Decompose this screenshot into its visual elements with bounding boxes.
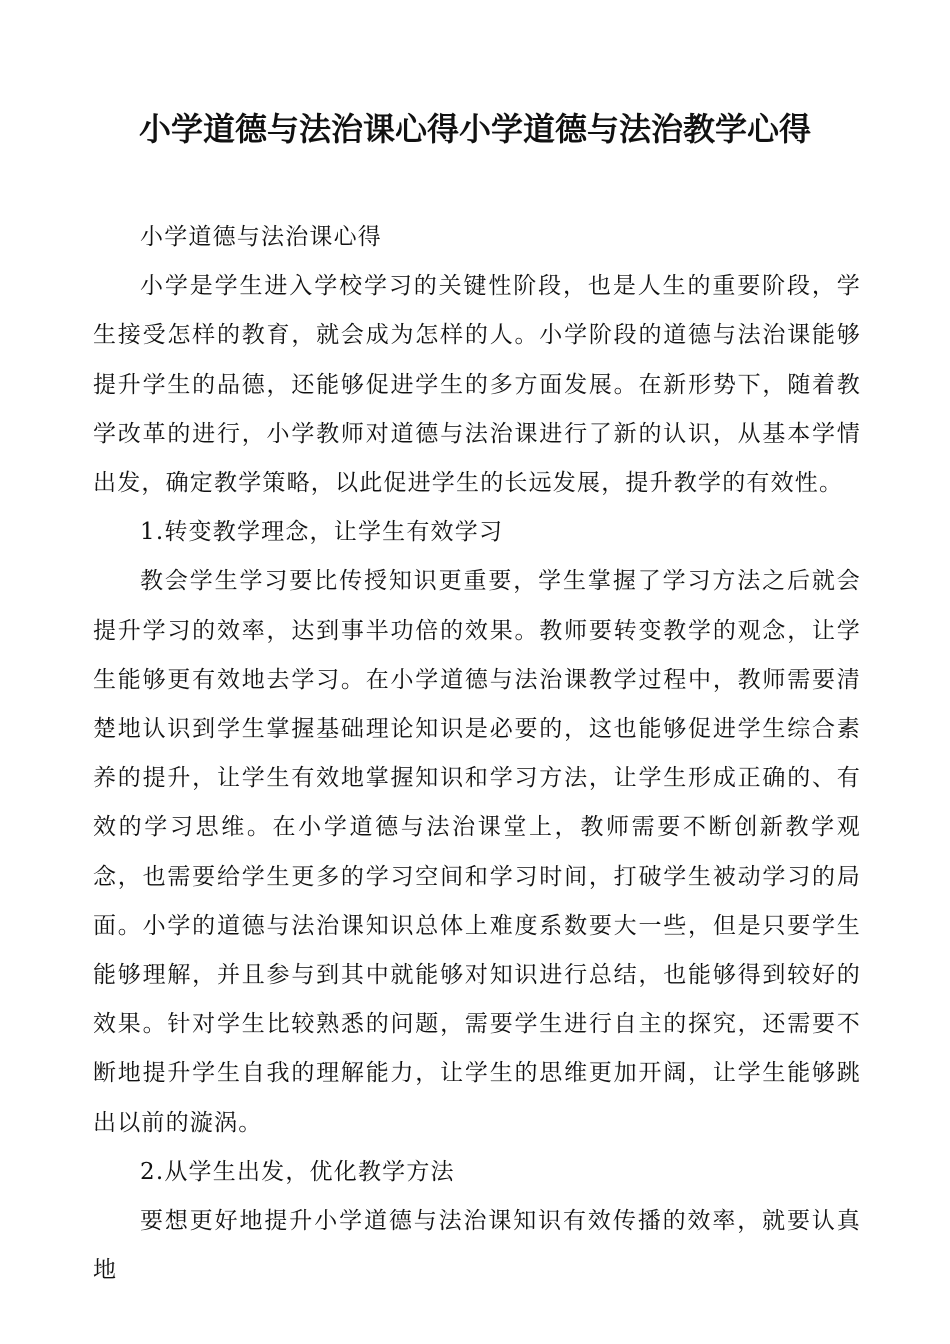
- document-subtitle: 小学道德与法治课心得: [140, 224, 382, 250]
- document-title: 小学道德与法治课心得小学道德与法治教学心得: [138, 110, 811, 148]
- paragraph-section-1: 教会学生学习要比传授知识更重要，学生掌握了学习方法之后就会提升学习的效率，达到事半功倍的效果。教师要转变教学的观念，让学生能够更有效地去学习。在小学道德与法治课教学过程中，教师需要清楚地认识到学生掌握基础理论知识是必要的，这也能够促进学生综合素养的提升，让学生有效地掌握知识和学习方法，让学生形成正确的、有效的学习思维。在小学道德与法治课堂上，教师需要不断创新教学观念，也需要给学生更多的学习空间和学习时间，打破学生被动学习的局面。小学的道德与法治课知识总体上难度系数要大一些，但是只要学生能够理解，并且参与到其中就能够对知识进行总结，也能够得到较好的效果。针对学生比较熟悉的问题，需要学生进行自主的探究，还需要不断地提升学生自我的理解能力，让学生的思维更加开阔，让学生能够跳出以前的漩涡。: [93, 568, 861, 1136]
- document-body: [93, 213, 861, 1295]
- paragraph-intro: 小学是学生进入学校学习的关键性阶段，也是人生的重要阶段，学生接受怎样的教育，就会成为怎样的人。小学阶段的道德与法治课能够提升学生的品德，还能够促进学生的多方面发展。在新形势下，随着教学改革的进行，小学教师对道德与法治课进行了新的认识，从基本学情出发，确定教学策略，以此促进学生的长远发展，提升教学的有效性。: [93, 273, 861, 497]
- paragraph-section-2: 要想更好地提升小学道德与法治课知识有效传播的效率，就要认真地: [93, 1208, 861, 1284]
- section-heading-1: 1.转变教学理念，让学生有效学习: [140, 519, 504, 546]
- section-heading-2: 2.从学生出发，优化教学方法: [140, 1158, 455, 1185]
